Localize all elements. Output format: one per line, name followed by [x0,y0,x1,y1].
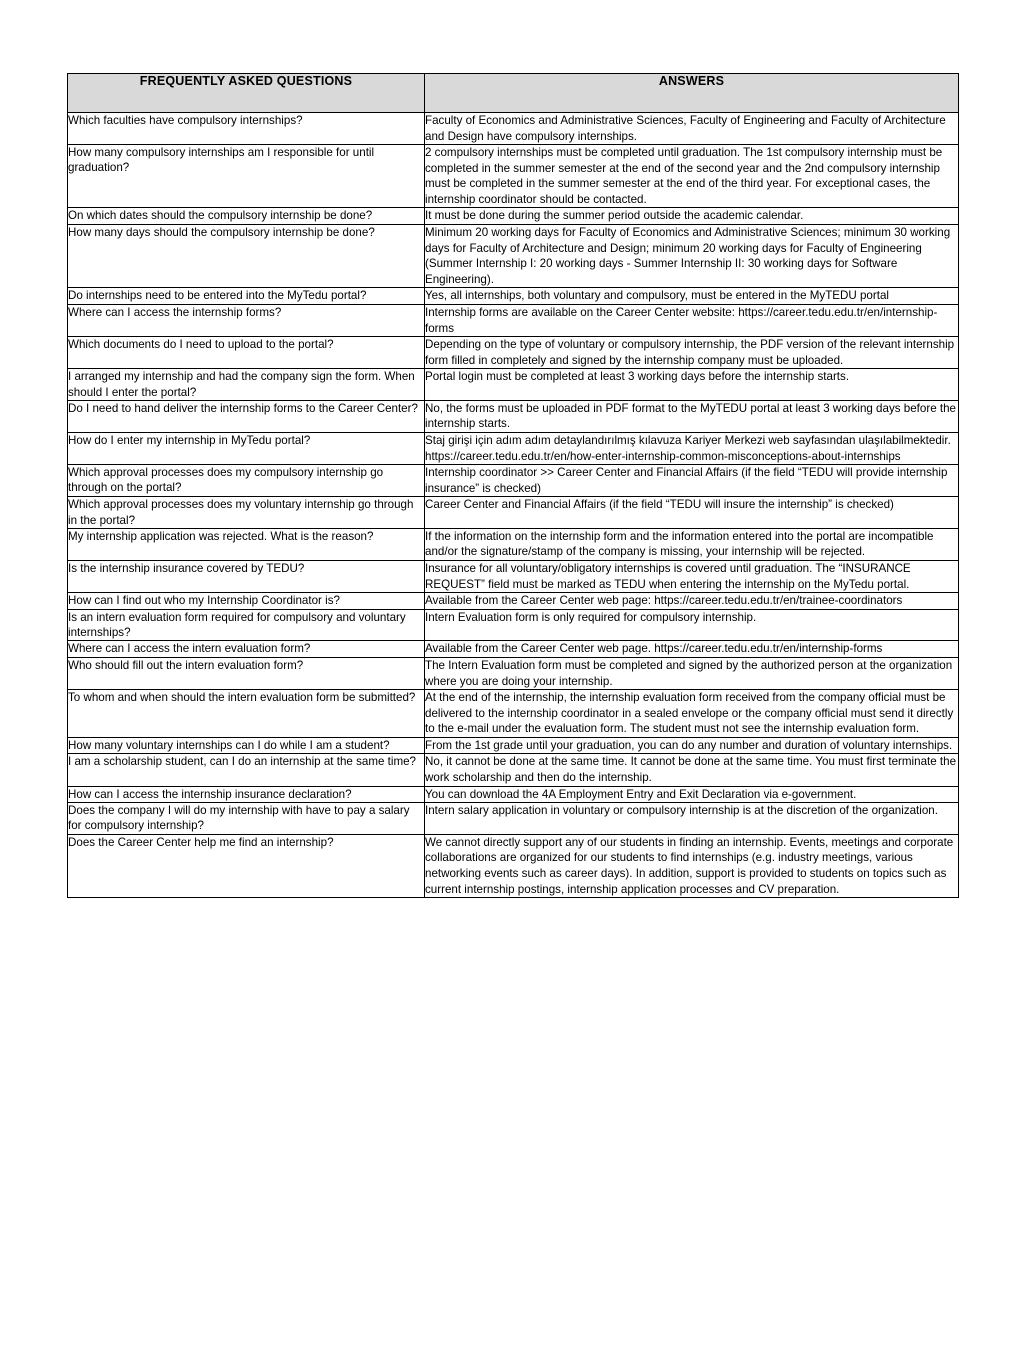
table-row [68,304,959,336]
faq-answer-cell [425,288,959,305]
faq-answer-cell [425,561,959,593]
faq-answer-text: If the information on the internship form and the information entered into the portal are incompatible and/or the signature/stamp of the company is missing, your internship will be rejected. [425,529,937,559]
faq-answer-text: Depending on the type of voluntary or compulsory internship, the PDF version of the relevant internship form filled in completely and signed by the internship company must be uploaded. [425,338,958,367]
table-row [68,786,959,803]
faq-answer-cell [425,304,959,336]
faq-question-text: Does the Career Center help me find an internship? [68,835,334,849]
table-row [68,145,959,208]
table-row [68,369,959,401]
faq-answer-cell [425,400,959,432]
faq-answer-text: Intern salary application in voluntary or compulsory internship is at the discretion of the organization. [425,804,938,818]
faq-question-cell [68,641,425,658]
faq-answer-text: We cannot directly support any of our students in finding an internship. Events, meetings and corporate collaborations are organized for our students to find internships (e.g. industry meetings, various networking events such as career days). In addition, support is provided to students on topics such as current internship postings, internship application processes and CV preparation. [425,835,957,896]
faq-question-text: How many voluntary internships can I do while I am a student? [68,738,390,752]
table-row [68,754,959,786]
table-row [68,465,959,497]
faq-answer-cell [425,609,959,641]
table-row [68,737,959,754]
faq-answer-text: Internship forms are available on the Career Center website: https://career.tedu.edu.tr/en/internship-forms [425,305,938,335]
faq-question-cell [68,304,425,336]
faq-question-text: How can I find out who my Internship Coordinator is? [68,594,340,608]
table-row [68,288,959,305]
table-row [68,803,959,835]
faq-answer-text: Intern Evaluation form is only required for compulsory internship. [425,610,757,624]
faq-question-cell [68,690,425,738]
faq-answer-text: You can download the 4A Employment Entry and Exit Declaration via e-government. [425,787,857,801]
faq-question-text: Does the company I will do my internship with have to pay a salary for compulsory internship? [68,804,413,833]
faq-question-text: How many compulsory internships am I responsible for until graduation? [68,146,378,175]
faq-question-cell [68,657,425,689]
faq-answer-text: Insurance for all voluntary/obligatory internships is covered until graduation. The “INSURANCE REQUEST” field must be marked as TEDU when entering the internship on the MyTedu portal. [425,562,914,591]
faq-question-text: Where can I access the internship forms? [68,305,282,319]
faq-answer-text: No, it cannot be done at the same time. It cannot be done at the same time. You must first terminate the work scholarship and then do the internship. [425,755,960,785]
faq-answer-cell [425,657,959,689]
faq-answer-cell [425,754,959,786]
faq-question-cell [68,609,425,641]
faq-answer-text: Portal login must be completed at least 3 working days before the internship starts. [425,370,850,384]
table-row [68,561,959,593]
faq-question-cell [68,433,425,465]
table-body [68,113,959,898]
faq-question-text: Which faculties have compulsory internships? [68,114,303,127]
faq-answer-text: 2 compulsory internships must be completed until graduation. The 1st compulsory internship must be completed in the summer semester at the end of the second year and the 2nd compulsory internship must be completed in the summer semester at the end of the third year. For exceptional cases, the internship coordinator should be contacted. [425,146,946,206]
faq-question-cell [68,145,425,208]
table-header-row [68,74,959,113]
faq-question-cell [68,369,425,401]
table-row [68,528,959,560]
faq-answer-cell [425,641,959,658]
faq-answer-text: Available from the Career Center web page. https://career.tedu.edu.tr/en/internship-forms [425,642,883,656]
faq-answer-text: Internship coordinator >> Career Center and Financial Affairs (if the field “TEDU will provide internship insurance” is checked) [425,466,951,495]
faq-answer-text: Career Center and Financial Affairs (if the field “TEDU will insure the internship” is checked) [425,498,894,512]
faq-answer-cell [425,786,959,803]
faq-question-cell [68,561,425,593]
table-row [68,337,959,369]
faq-answer-cell [425,433,959,465]
faq-answer-text: No, the forms must be uploaded in PDF format to the MyTEDU portal at least 3 working days before the internship starts. [425,401,960,431]
table-row [68,225,959,288]
faq-answer-cell [425,834,959,897]
faq-answer-cell [425,145,959,208]
faq-question-text: Do I need to hand deliver the internship forms to the Career Center? [68,401,418,415]
table-row [68,433,959,465]
faq-question-text: My internship application was rejected. What is the reason? [68,529,374,543]
faq-question-text: To whom and when should the intern evaluation form be submitted? [68,691,416,705]
faq-answer-text: Minimum 20 working days for Faculty of Economics and Administrative Sciences; minimum 30 working days for Faculty of Architecture and Design; minimum 20 working days for Faculty of Engineering (Summer Internship I: 20 working days - Summer Internship II: 30 working days for Software Engineering). [425,226,954,286]
faq-answer-text: The Intern Evaluation form must be completed and signed by the authorized person at the organization where you are doing your internship. [425,658,956,688]
table-row [68,497,959,529]
faq-question-cell [68,803,425,835]
faq-question-text: How many days should the compulsory internship be done? [68,226,375,240]
table-row [68,657,959,689]
table-row [68,690,959,738]
column-header-questions: FREQUENTLY ASKED QUESTIONS [68,74,425,113]
table-row [68,208,959,225]
faq-answer-cell [425,225,959,288]
faq-answer-text: It must be done during the summer period outside the academic calendar. [425,209,804,223]
faq-question-text: Do internships need to be entered into the MyTedu portal? [68,289,367,303]
table-header [68,74,959,113]
faq-answer-text: From the 1st grade until your graduation, you can do any number and duration of voluntary internships. [425,738,953,752]
faq-answer-cell [425,737,959,754]
faq-question-cell [68,113,425,145]
faq-question-cell [68,786,425,803]
table-row [68,834,959,897]
faq-answer-text: Staj girişi için adım adım detaylandırılmış kılavuza Kariyer Merkezi web sayfasından ulaşılabilmektedir. https://career.tedu.edu.tr/en/how-enter-internship-common-misconceptions-about-internships [425,434,955,463]
faq-answer-cell [425,337,959,369]
faq-question-text: Who should fill out the intern evaluation form? [68,658,304,672]
faq-question-text: Is an intern evaluation form required for compulsory and voluntary internships? [68,610,409,640]
table-row [68,113,959,145]
faq-answer-cell [425,690,959,738]
faq-question-text: Which documents do I need to upload to the portal? [68,338,334,352]
faq-question-text: Is the internship insurance covered by TEDU? [68,562,305,576]
faq-question-cell [68,737,425,754]
faq-question-text: How can I access the internship insurance declaration? [68,787,352,801]
faq-question-cell [68,208,425,225]
table-row [68,400,959,432]
faq-answer-text: Faculty of Economics and Administrative Sciences, Faculty of Engineering and Faculty of Architecture and Design have compulsory internships. [425,114,949,143]
faq-question-cell [68,225,425,288]
faq-question-cell [68,400,425,432]
faq-question-text: How do I enter my internship in MyTedu portal? [68,434,311,447]
faq-question-text: Which approval processes does my voluntary internship go through in the portal? [68,498,417,527]
faq-answer-cell [425,528,959,560]
faq-question-cell [68,754,425,786]
faq-question-cell [68,593,425,610]
faq-answer-text: Available from the Career Center web page: https://career.tedu.edu.tr/en/trainee-coordinators [425,594,903,608]
faq-answer-text: At the end of the internship, the internship evaluation form received from the company official must be delivered to the internship coordinator in a sealed envelope or the company official must send it directly to the e-mail under the evaluation form. The student must not see the internship evaluation form. [425,691,957,736]
faq-question-text: Which approval processes does my compulsory internship go through on the portal? [68,466,387,495]
faq-answer-cell [425,208,959,225]
faq-table [67,73,959,898]
faq-question-text: On which dates should the compulsory internship be done? [68,209,373,223]
faq-answer-cell [425,465,959,497]
table-row [68,593,959,610]
faq-question-cell [68,497,425,529]
table-row [68,641,959,658]
faq-question-text: I am a scholarship student, can I do an internship at the same time? [68,755,417,769]
faq-question-cell [68,465,425,497]
faq-table-container [67,73,958,898]
table-row [68,609,959,641]
faq-answer-cell [425,113,959,145]
faq-question-cell [68,337,425,369]
column-header-answers: ANSWERS [425,74,959,113]
faq-answer-text: Yes, all internships, both voluntary and compulsory, must be entered in the MyTEDU portal [425,289,889,303]
faq-answer-cell [425,497,959,529]
faq-question-cell [68,288,425,305]
faq-question-text: Where can I access the intern evaluation form? [68,642,311,656]
faq-answer-cell [425,593,959,610]
faq-question-cell [68,834,425,897]
faq-question-cell [68,528,425,560]
faq-question-text: I arranged my internship and had the company sign the form. When should I enter the portal? [68,370,418,399]
faq-answer-cell [425,369,959,401]
faq-answer-cell [425,803,959,835]
